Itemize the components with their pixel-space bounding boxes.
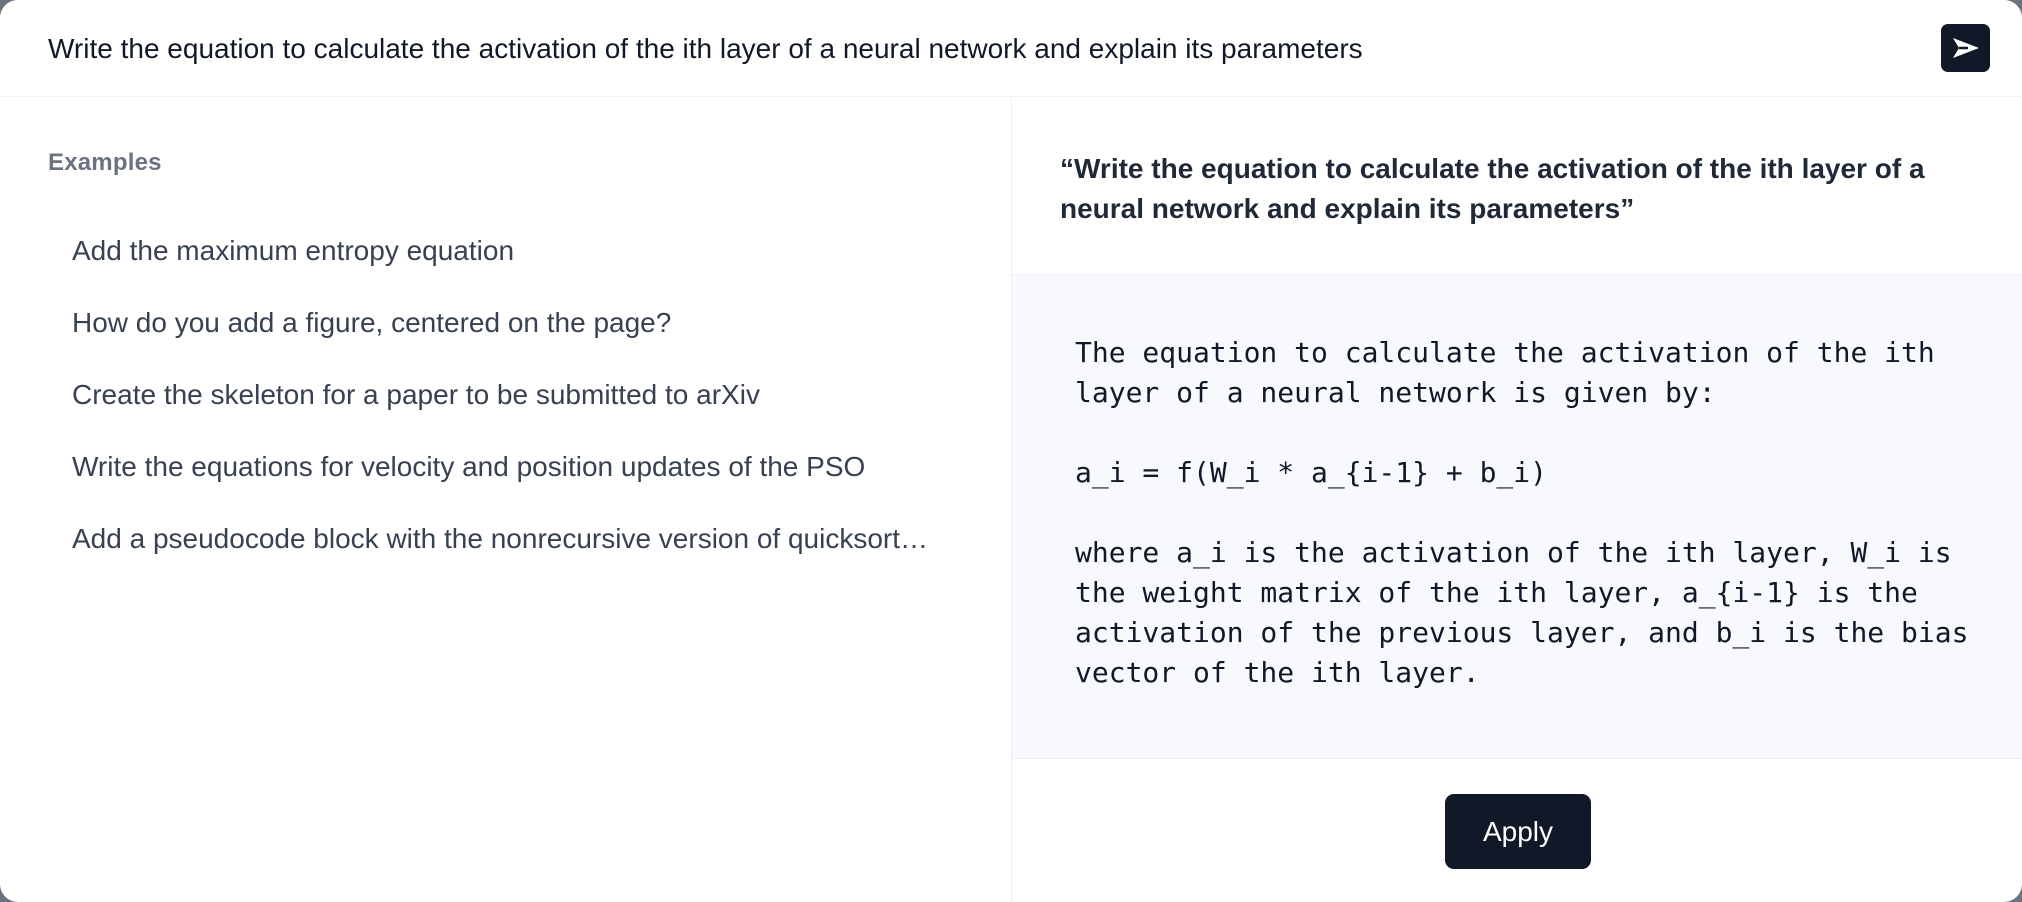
example-item[interactable]: How do you add a figure, centered on the page? [72, 307, 672, 338]
example-item[interactable]: Write the equations for velocity and position updates of the PSO [72, 451, 866, 482]
example-item[interactable]: Create the skeleton for a paper to be submitted to arXiv [72, 379, 760, 410]
example-item[interactable]: Add a pseudocode block with the nonrecursive version of quicksort… [72, 523, 929, 554]
send-icon [1951, 36, 1981, 60]
examples-heading: Examples [48, 149, 162, 176]
result-panel-column [1012, 97, 2022, 902]
examples-panel [0, 97, 1012, 902]
prompt-bar [0, 0, 2022, 97]
send-button[interactable] [1941, 24, 1990, 72]
prompt-input[interactable] [48, 26, 1928, 72]
result-code: The equation to calculate the activation of the ith layer of a neural network is given by: a_i = f(W_i * a_{i-1} + b_i) where a_i is the activation of the ith layer, W_i is the weight matrix of the ith layer, a_{i-1} is the activation of the previous layer, and b_i is the bias vector of the ith layer. [1075, 336, 1969, 689]
example-item[interactable]: Add the maximum entropy equation [72, 235, 515, 266]
query-title: “Write the equation to calculate the activation of the ith layer of a neural network and explain its parameters” [1060, 153, 1925, 224]
result-panel [1012, 274, 2022, 759]
apply-button[interactable]: Apply [1445, 794, 1591, 869]
